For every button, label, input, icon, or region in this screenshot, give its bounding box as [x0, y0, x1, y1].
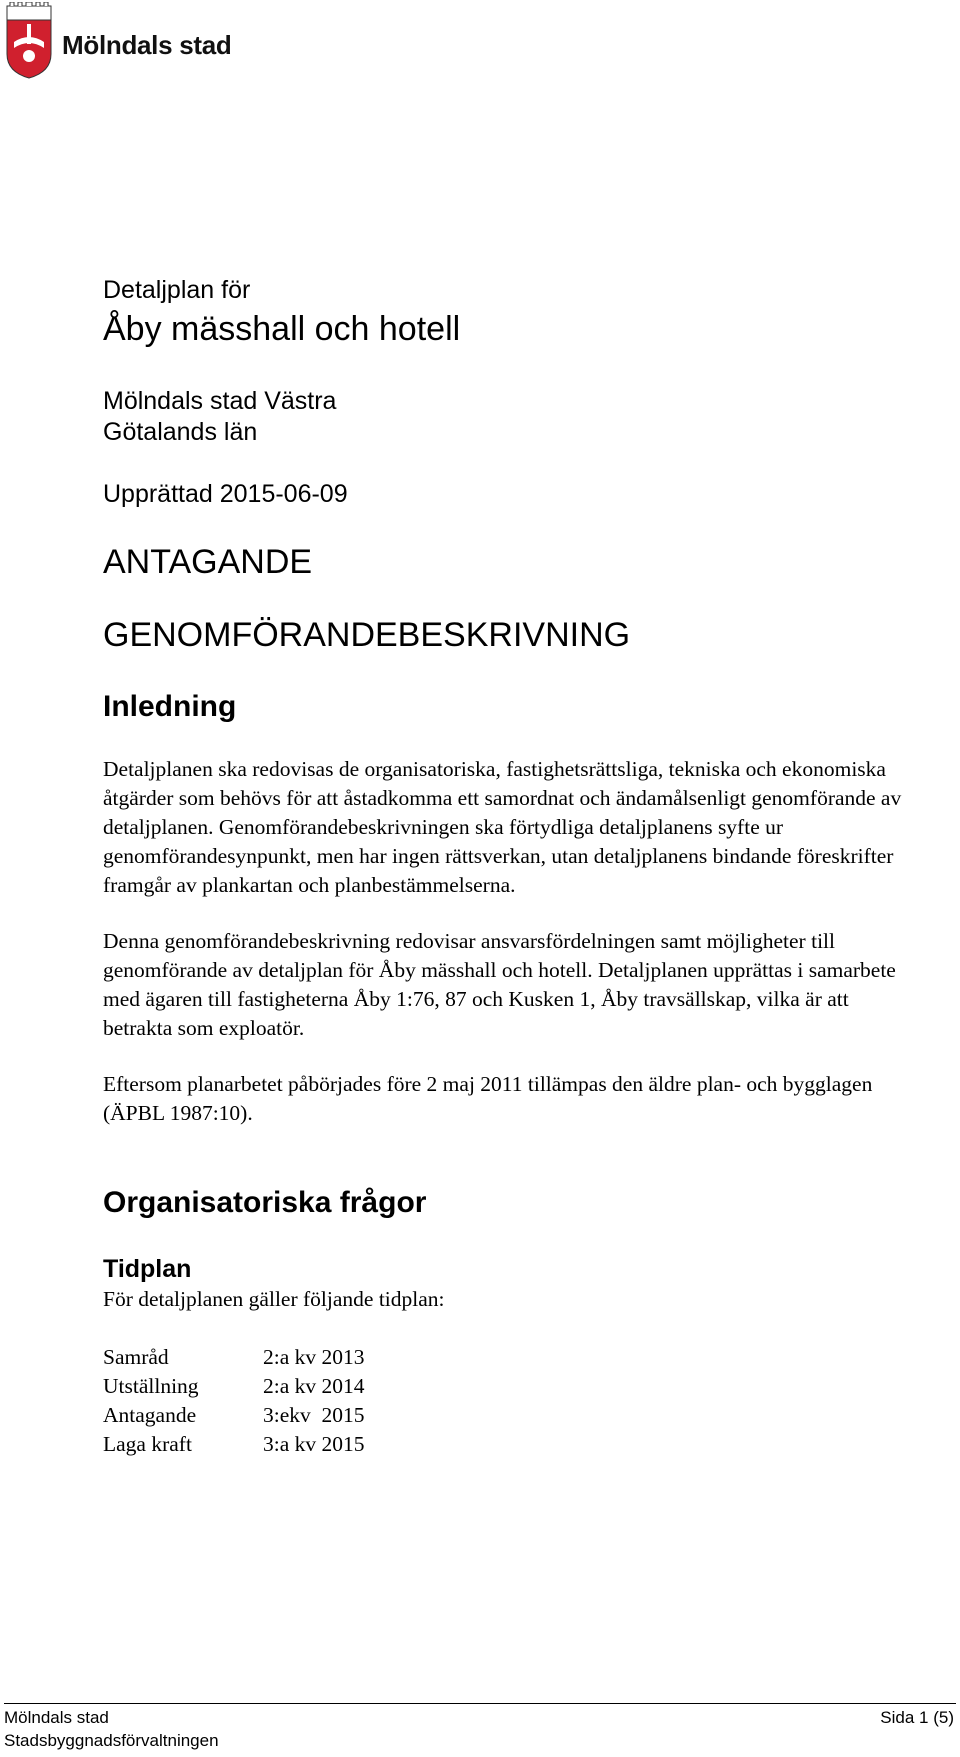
coat-of-arms-icon — [4, 2, 54, 80]
plan-title: Åby mässhall och hotell — [103, 310, 461, 348]
schedule-time: 2:a kv 2013 — [263, 1345, 365, 1369]
schedule-time: 3:ekv 2015 — [263, 1403, 365, 1427]
section-heading-organisatoriska: Organisatoriska frågor — [103, 1186, 427, 1219]
schedule-row — [103, 1343, 365, 1372]
paragraph-1: Detaljplanen ska redovisas de organisatoriska, fastighetsrättsliga, tekniska och ekonomiska åtgärder som behövs för att åstadkomma ett samordnat och ändamålsenligt genomförande av detaljplanen. Genomförandebeskrivningen ska förtydliga detaljplanens syfte ur genomförandesynpunkt, men har ingen rättsverkan, utan detaljplanens bindande föreskrifter framgår av plankartan och planbestämmelserna. — [103, 757, 902, 897]
paragraph-2: Denna genomförandebeskrivning redovisar ansvarsfördelningen samt möjligheter till genomförande av detaljplan för Åby mässhall och hotell. Detaljplanen upprättas i samarbete med ägaren till fastigheterna Åby 1:76, 87 och Kusken 1, Åby travsällskap, vilka är att betrakta som exploatör. — [103, 929, 896, 1040]
location-line-2: Götalands län — [103, 418, 258, 446]
schedule-time: 2:a kv 2014 — [263, 1374, 365, 1398]
logo-text: Mölndals stad — [62, 29, 232, 60]
section-heading-inledning: Inledning — [103, 690, 237, 723]
tidplan-intro: För detaljplanen gäller följande tidplan: — [103, 1287, 445, 1311]
footer-divider — [4, 1703, 956, 1704]
schedule-milestone: Samråd — [103, 1345, 169, 1369]
schedule-milestone: Utställning — [103, 1374, 199, 1398]
schedule-time: 3:a kv 2015 — [263, 1432, 365, 1456]
footer-org: Mölndals stad — [4, 1708, 109, 1727]
schedule-row — [103, 1401, 365, 1430]
plan-intro: Detaljplan för — [103, 276, 251, 304]
schedule-row — [103, 1372, 365, 1401]
schedule-milestone: Antagande — [103, 1403, 197, 1427]
schedule-milestone: Laga kraft — [103, 1432, 192, 1456]
document-type: GENOMFÖRANDEBESKRIVNING — [103, 616, 631, 654]
schedule-table — [103, 1343, 365, 1459]
prepared-date: Upprättad 2015-06-09 — [103, 480, 348, 508]
location-line-1: Mölndals stad Västra — [103, 387, 337, 415]
schedule-row — [103, 1430, 365, 1459]
footer-department: Stadsbyggnadsförvaltningen — [4, 1731, 219, 1750]
paragraph-3: Eftersom planarbetet påbörjades före 2 maj 2011 tillämpas den äldre plan- och bygglagen (ÄPBL 1987:10). — [103, 1072, 873, 1125]
subheading-tidplan: Tidplan — [103, 1255, 192, 1283]
plan-location — [103, 386, 336, 448]
municipality-logo — [4, 2, 231, 80]
page-number: Sida 1 (5) — [880, 1708, 954, 1727]
plan-status: ANTAGANDE — [103, 543, 313, 581]
